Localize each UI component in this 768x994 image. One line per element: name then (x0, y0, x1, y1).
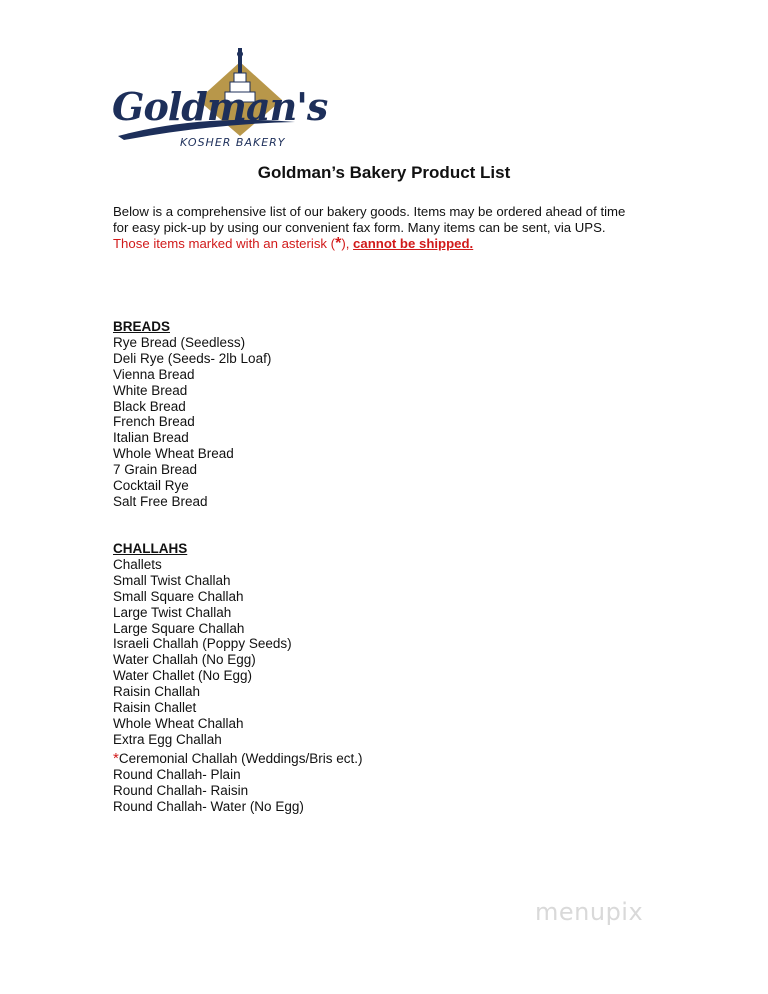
list-item: Black Bread (113, 398, 186, 414)
asterisk-symbol: * (335, 235, 342, 252)
breads-heading: BREADS (113, 319, 171, 334)
intro-line-1: Below is a comprehensive list of our bakery goods. Items may be ordered ahead of time (113, 204, 626, 219)
menupix-watermark: menupix (535, 898, 644, 926)
list-item: 7 Grain Bread (113, 462, 198, 478)
list-item: Israeli Challah (Poppy Seeds) (113, 636, 292, 652)
list-item: Small Square Challah (113, 588, 244, 604)
shipping-notice (113, 236, 673, 252)
list-item: Whole Wheat Challah (113, 715, 244, 731)
list-item: Italian Bread (113, 430, 189, 446)
asterisk-symbol: * (113, 749, 119, 767)
intro-paragraph (113, 204, 673, 252)
shipping-notice-middle: ), (341, 236, 354, 251)
list-item: Water Challet (No Egg) (113, 668, 253, 684)
logo-tagline: KOSHER BAKERY (180, 136, 286, 149)
list-item: Small Twist Challah (113, 572, 231, 588)
list-item: Raisin Challah (113, 684, 201, 700)
list-item: Round Challah- Water (No Egg) (113, 798, 304, 814)
shipping-notice-prefix: Those items marked with an asterisk ( (113, 236, 336, 251)
challahs-section (113, 541, 362, 814)
list-item: Round Challah- Plain (113, 766, 241, 782)
challahs-heading: CHALLAHS (113, 541, 188, 556)
list-item-label: Ceremonial Challah (Weddings/Bris ect.) (118, 750, 363, 766)
list-item: Raisin Challet (113, 700, 197, 716)
shipping-notice-period: . (469, 236, 474, 251)
list-item: Rye Bread (Seedless) (113, 334, 246, 350)
list-item: Water Challah (No Egg) (113, 652, 256, 668)
list-item: Extra Egg Challah (113, 731, 222, 747)
list-item: Large Square Challah (113, 620, 245, 636)
goldmans-logo (110, 44, 328, 152)
logo-wordmark: Goldman's (112, 84, 328, 129)
intro-line-2: for easy pick-up by using our convenient fax form. Many items can be sent, via UPS. (113, 220, 606, 235)
page-title: Goldman’s Bakery Product List (257, 163, 511, 182)
list-item: Vienna Bread (113, 366, 195, 382)
list-item: Round Challah- Raisin (113, 782, 249, 798)
breads-section (113, 319, 271, 510)
list-item-ceremonial (113, 751, 362, 767)
list-item: White Bread (113, 382, 188, 398)
list-item: Challets (113, 556, 162, 572)
list-item: Whole Wheat Bread (113, 446, 234, 462)
list-item: French Bread (113, 414, 195, 430)
list-item: Large Twist Challah (113, 604, 232, 620)
cannot-be-shipped: cannot be shipped (353, 236, 470, 251)
list-item: Cocktail Rye (113, 478, 189, 494)
logo-graphic (110, 44, 328, 152)
list-item: Deli Rye (Seeds- 2lb Loaf) (113, 350, 272, 366)
list-item: Salt Free Bread (113, 493, 208, 509)
